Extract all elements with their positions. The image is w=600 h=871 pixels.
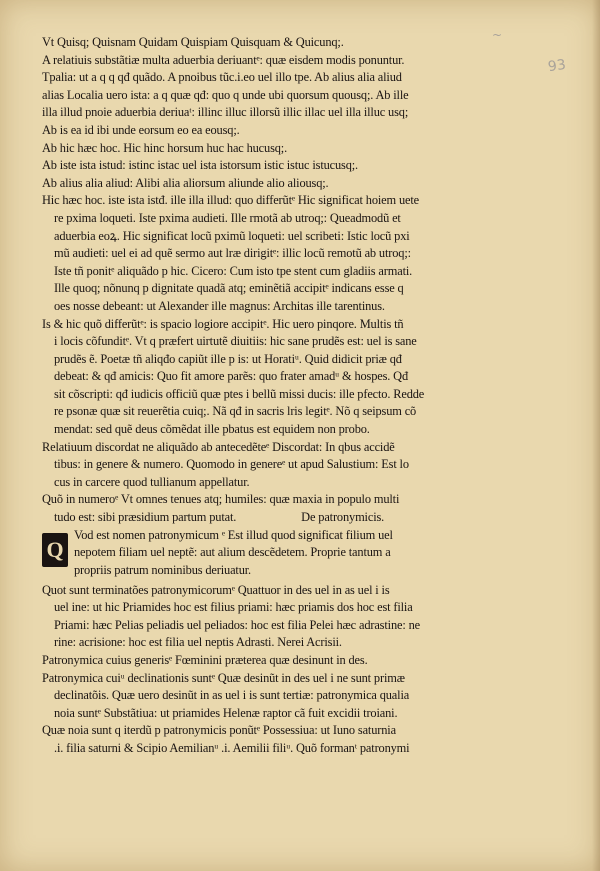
text-line: prudẽs ẽ. Poetæ tñ aliqđo capiũt ille p is: ut Horatiᵘ. Quid didicit priæ qđ xyxy=(54,351,402,366)
text-line: Iste tñ ponitᵉ aliquãdo p hic. Cicero: Cum isto tpe stent cum gladiis armati. xyxy=(54,263,413,278)
text-line: i locis cõfunditᵉ. Vt q præfert uirtutẽ diuitiis: hic sane prudẽs est: uel is sane xyxy=(54,334,417,349)
text-line: propriis patrum nominibus deriuatur. xyxy=(74,562,251,577)
text-line: cus in carcere quod tullianum appellatur. xyxy=(54,474,250,489)
text-line: debeat: & qđ amicis: Quo fit amore parẽs: quo frater amadᵘ & hospes. Qđ xyxy=(54,369,409,384)
text-line: Patronymica cuius generisᵉ Fœminini præterea quæ desinunt in des. xyxy=(42,653,368,667)
text-line: Hic hæc hoc. iste ista istđ. ille illa illud: quo differũtᵉ Hic significat hoiem uete xyxy=(42,193,419,208)
text-line: Patronymica cuiᵘ declinationis suntᵉ Quæ desinũt in des uel i ne sunt primæ xyxy=(42,670,405,685)
text-line: .i. filia saturni & Scipio Aemilianᵘ .i. Aemilii filiᵘ. Quõ formanᵗ patronymi xyxy=(54,740,410,755)
text-line: aduerbia eoꝝ. Hic significat locũ pximũ loqueti: uel scribeti: Istic locũ pxi xyxy=(54,228,410,243)
text-line: re psonæ quæ sit reuerẽtia cuiq;. Nã qđ in sacris lris legitᵉ. Nõ q seipsum cõ xyxy=(54,404,417,419)
text-line: A relatiuis substãtiæ multa aduerbia deriuantᵉ: quæ eisdem modis ponuntur. xyxy=(42,52,405,67)
text-line: mũ audieti: uel ei ad quẽ sermo aut lræ dirigitᵉ: illic locũ remotũ ab utroq;: xyxy=(54,246,411,261)
text-line: Tpalia: ut a q q qđ quãdo. A pnoibus tũc.i.eo uel illo tpe. Ab alius alia aliud xyxy=(42,70,402,85)
text-line: Quot sunt terminatões patronymicorumᵉ Quattuor in des uel in as uel i is xyxy=(42,582,390,597)
section-heading: De patronymicis. xyxy=(301,510,385,525)
page-edge-shadow xyxy=(592,0,600,871)
text-line: noia suntᵉ Substãtiua: ut priamides Helenæ raptor cã fuit excidii troiani. xyxy=(54,705,398,720)
decorated-initial: Q xyxy=(42,533,68,567)
text-line: Is & hic quõ differũtᵉ: is spacio logiore accipitᵉ. Hic uero pinqore. Multis tñ xyxy=(42,316,404,331)
text-line: mendat: sed quẽ deus cõmẽdat ille pbatus est equidem non probo. xyxy=(54,422,370,437)
text-line: Priami: hæc Pelias peliadis uel peliados: hoc est filia Pelei hæc adrastine: ne xyxy=(54,617,420,632)
text-line: oes nosse debeant: ut Alexander ille magnus: Architas ille tarentinus. xyxy=(54,298,385,313)
text-line: declinatõis. Quæ uero desinũt in as uel i is sunt tertiæ: patronymica qualia xyxy=(54,688,410,703)
initial-lines xyxy=(74,527,532,582)
text-line: nepotem filiam uel neptẽ: aut alium descẽdetem. Proprie tantum a xyxy=(74,545,391,560)
text-line: Ab iste ista istud: istinc istac uel ista istorsum istic istuc istucusq;. xyxy=(42,158,359,173)
text-line: Ille quoq; nõnunq p dignitate quadã atq; eminẽtiã accipitᵉ indicans esse q xyxy=(54,281,404,296)
text-line: rine: acrisione: hoc est filia uel neptis Adrasti. Nerei Acrisii. xyxy=(54,635,342,650)
text-block xyxy=(42,34,532,758)
text-line: Ab alius alia aliud: Alibi alia aliorsum aliunde alio aliousq;. xyxy=(42,175,329,190)
text-fragment: tudo est: sibi præsidium partum putat. xyxy=(54,510,237,525)
text-line: illa illud pnoie aduerbia deriuaᵗ: illinc illuc illorsũ illic illac uel illa illuc usq; xyxy=(42,105,409,120)
text-line xyxy=(42,509,532,527)
text-line: uel ine: ut hic Priamides hoc est filius priami: hæc priamis dos hoc est filia xyxy=(54,600,413,615)
text-line: tibus: in genere & numero. Quomodo in genereᵉ ut apud Salustium: Est lo xyxy=(54,457,409,472)
text-line: Vt Quisq; Quisnam Quidam Quispiam Quisquam & Quicunq;. xyxy=(42,35,344,49)
text-line: Ab is ea id ibi unde eorsum eo ea eousq;. xyxy=(42,122,240,137)
corner-mark: ~ xyxy=(492,28,503,42)
folio-number: 93 xyxy=(546,56,567,76)
text-line: re pxima loqueti. Iste pxima audieti. Ille rmotã ab utroq;: Queadmodũ et xyxy=(54,210,401,225)
text-line: Relatiuum discordat ne aliquãdo ab antecedẽteᵉ Discordat: In qbus accidẽ xyxy=(42,439,395,454)
text-line: Quæ noia sunt q iterdũ p patronymicis ponũtᵉ Possessiua: ut Iuno saturnia xyxy=(42,723,396,738)
initial-paragraph xyxy=(42,527,532,582)
text-line: alias Localia uero ista: a q quæ qđ: quo q unde ubi quorsum quousq;. Ab ille xyxy=(42,87,409,102)
text-line: Quõ in numeroᵉ Vt omnes tenues atq; humiles: quæ maxia in populo multi xyxy=(42,492,400,507)
text-line: Vod est nomen patronymicum ᵉ Est illud quod significat filium uel xyxy=(74,527,393,542)
text-line: sit cõscripti: qđ iudicis officiũ quæ ptes i bellũ missi ducis: ille pfecto. Redde xyxy=(54,386,425,401)
text-line: Ab hic hæc hoc. Hic hinc horsum huc hac hucusq;. xyxy=(42,140,288,155)
